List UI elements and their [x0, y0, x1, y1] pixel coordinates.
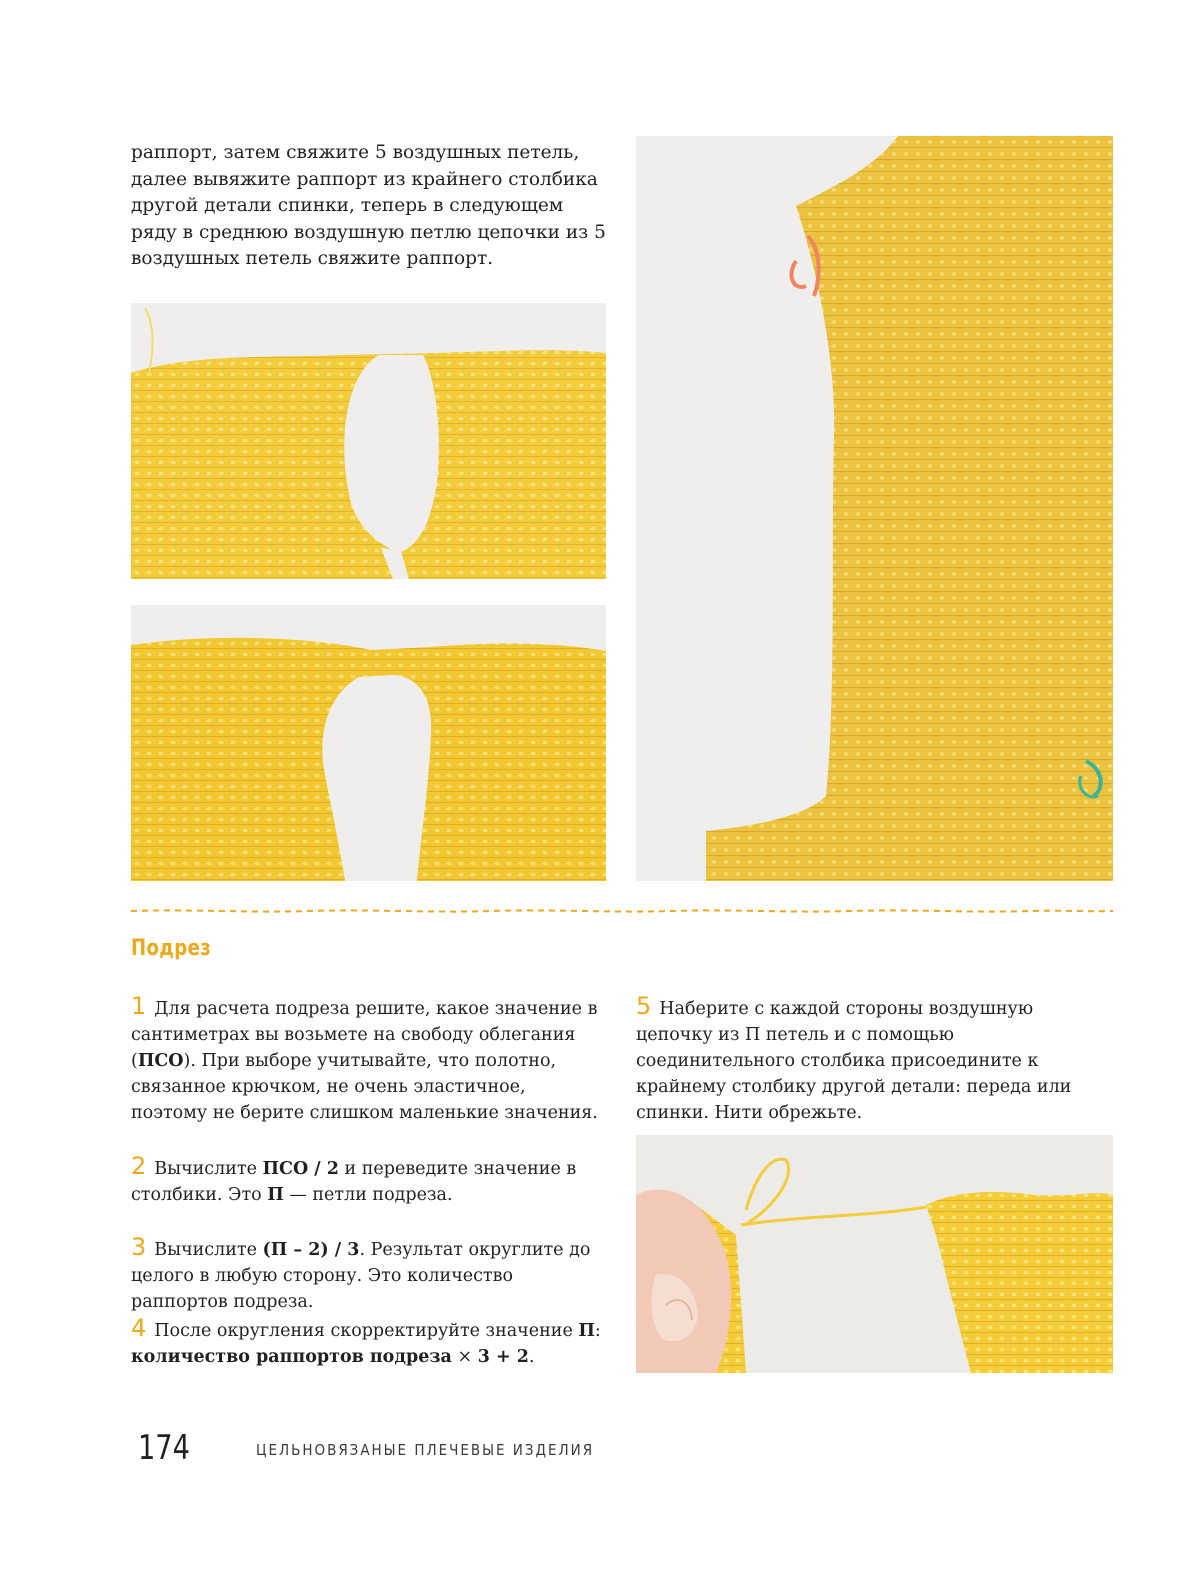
- step-number: 4: [131, 1314, 147, 1342]
- chapter-title: ЦЕЛЬНОВЯЗАНЫЕ ПЛЕЧЕВЫЕ ИЗДЕЛИЯ: [256, 1441, 595, 1459]
- step-2: 2 Вычислите ПСО / 2 и переведите значение в столбики. Это П — петли подреза.: [131, 1152, 577, 1205]
- section-title: Подрез: [131, 936, 212, 961]
- step-5: 5 Наберите с каждой стороны воздушную цепочку из П петель и с помощью соединительного столбика присоедините к крайнему столбику другой детали: переда или спинки. Нити обрежьте.: [636, 992, 1072, 1123]
- photo-chain-joining: [636, 1135, 1113, 1373]
- photo-joined-back-pieces-1: [131, 303, 606, 579]
- step-number: 2: [131, 1152, 147, 1180]
- step-number: 3: [131, 1233, 147, 1261]
- section-divider: [131, 903, 1113, 917]
- photo-back-panel-with-markers: [636, 136, 1113, 881]
- photo-joined-back-pieces-2: [131, 605, 606, 881]
- step-number: 5: [636, 992, 652, 1020]
- step-number: 1: [131, 992, 147, 1020]
- intro-paragraph: раппорт, затем свяжите 5 воздушных петель, далее вывяжите раппорт из крайнего столбика другой детали спинки, теперь в следующем ряду в среднюю воздушную петлю цепочки из 5 воздушных петель свяжите раппорт.: [131, 142, 606, 269]
- page-number: 174: [138, 1428, 190, 1468]
- step-1: 1 Для расчета подреза решите, какое значение в сантиметрах вы возьмете на свободу облегания (ПСО). При выборе учитывайте, что полотно, связанное крючком, не очень эластичное, поэтому не берите слишком маленькие значения.: [131, 992, 598, 1123]
- step-3: 3 Вычислите (П – 2) / 3. Результат округлите до целого в любую сторону. Это количество раппортов подреза.: [131, 1233, 591, 1312]
- step-4: 4 После округления скорректируйте значение П: количество раппортов подреза × 3 + 2.: [131, 1314, 601, 1367]
